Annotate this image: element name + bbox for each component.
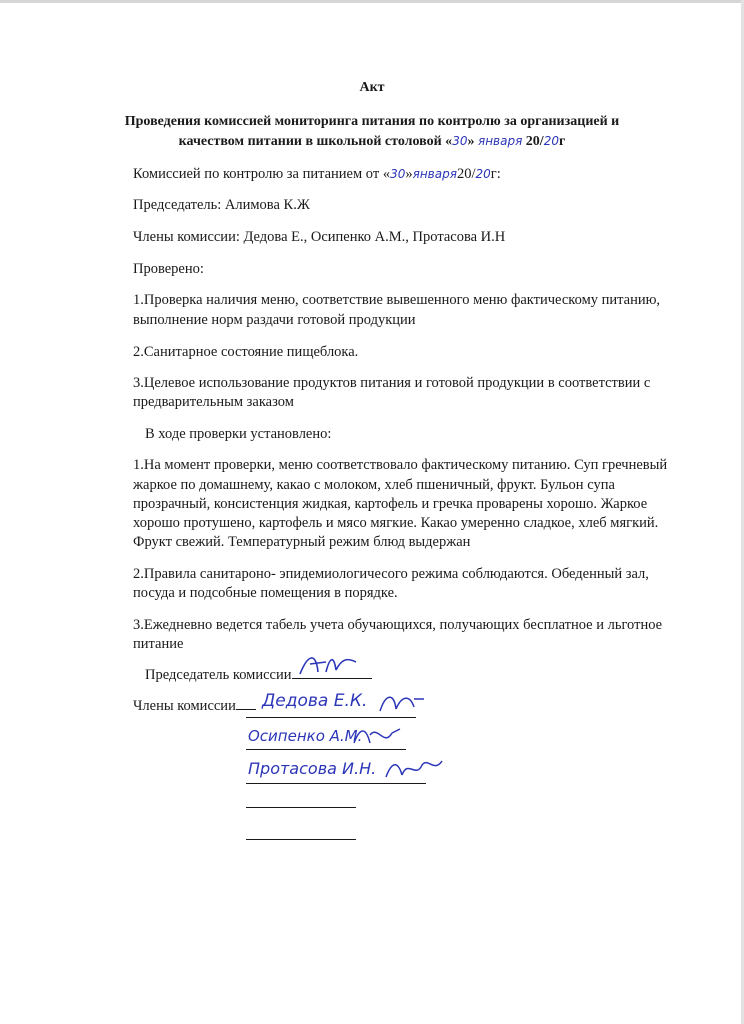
chair-line: Председатель: Алимова К.Ж — [133, 197, 310, 213]
member-signature-3-scribble — [384, 755, 444, 783]
member-signature-1-handwritten: Дедова Е.К. — [262, 691, 368, 711]
found-1-line-4: хорошо протушено, картофель и мясо мягкие. Какао умеренно сладкое, хлеб мягкий. — [133, 515, 659, 531]
member-sign-line-2 — [246, 748, 406, 750]
subtitle-prefix: качеством питании в школьной столовой « — [178, 134, 453, 149]
sign-members-row — [133, 698, 256, 715]
check-1-line-2: выполнение норм раздачи готовой продукции — [133, 312, 416, 328]
subtitle-line-1: Проведения комиссией мониторинга питания по контролю за организацией и — [124, 114, 620, 129]
subtitle-suffix: г — [558, 134, 566, 149]
check-3-line-2: предварительным заказом — [133, 394, 294, 410]
subtitle-month-handwritten: января — [477, 134, 523, 148]
found-2-line-2: посуда и подсобные помещения в порядке. — [133, 585, 398, 601]
found-3-line-1: 3.Ежедневно ведется табель учета обучающихся, получающих бесплатное и льготное — [133, 617, 663, 633]
subtitle-year-handwritten: 20 — [543, 134, 559, 148]
members-line: Члены комиссии: Дедова Е., Осипенко А.М., Протасова И.Н — [133, 229, 506, 245]
member-signature-2-handwritten: Осипенко А.М. — [248, 727, 363, 745]
found-1-line-5: Фрукт свежий. Температурный режим блюд выдержан — [133, 534, 471, 550]
member-signature-2-scribble — [352, 723, 402, 751]
check-3-line-1: 3.Целевое использование продуктов питания и готовой продукции в соответствии с — [133, 375, 651, 391]
commission-prefix: Комиссией по контролю за питанием от « — [133, 166, 391, 182]
commission-mid: » — [405, 166, 413, 182]
commission-date-line — [133, 166, 501, 183]
document-title: Акт — [359, 80, 385, 95]
found-1-line-3: прозрачный, консистенция жидкая, картофель и гречка проварены хорошо. Жаркое — [133, 496, 648, 512]
commission-year-handwritten: 20 — [475, 167, 491, 181]
sign-members-label: Члены комиссии — [133, 698, 236, 714]
subtitle-year-prefix: 20/ — [525, 134, 544, 149]
chair-signature-scribble — [296, 650, 366, 680]
found-2-line-1: 2.Правила санитароно- эпидемиологичесого режима соблюдаются. Обеденный зал, — [133, 566, 649, 582]
commission-year-prefix: 20/ — [456, 166, 476, 182]
scan-edge-top — [0, 0, 744, 3]
member-sign-line-3 — [246, 782, 426, 784]
found-label: В ходе проверки установлено: — [145, 426, 332, 442]
member-signature-3-handwritten: Протасова И.Н. — [248, 759, 377, 778]
subtitle-day-handwritten: 30 — [452, 134, 468, 148]
member-signature-1-scribble — [378, 689, 428, 717]
checked-label: Проверено: — [133, 261, 204, 277]
subtitle-line-2 — [0, 134, 744, 150]
commission-day-handwritten: 30 — [390, 167, 406, 181]
check-2: 2.Санитарное состояние пищеблока. — [133, 344, 359, 360]
member-sign-line-5 — [246, 838, 356, 840]
commission-month-handwritten: января — [412, 167, 457, 181]
subtitle-mid: » — [467, 134, 475, 149]
member-sign-line-1 — [246, 716, 416, 718]
found-1-line-1: 1.На момент проверки, меню соответствовало фактическому питанию. Суп гречневый — [133, 457, 668, 473]
found-3-line-2: питание — [133, 636, 184, 652]
member-sign-line-4 — [246, 806, 356, 808]
check-1-line-1: 1.Проверка наличия меню, соответствие вывешенного меню фактическому питанию, — [133, 292, 661, 308]
commission-suffix: г: — [490, 166, 501, 182]
found-1-line-2: жаркое по домашнему, какао с молоком, хлеб пшеничный, фрукт. Бульон супа — [133, 477, 615, 493]
sign-members-blank — [236, 709, 256, 710]
sign-chair-label: Председатель комиссии — [145, 667, 292, 683]
